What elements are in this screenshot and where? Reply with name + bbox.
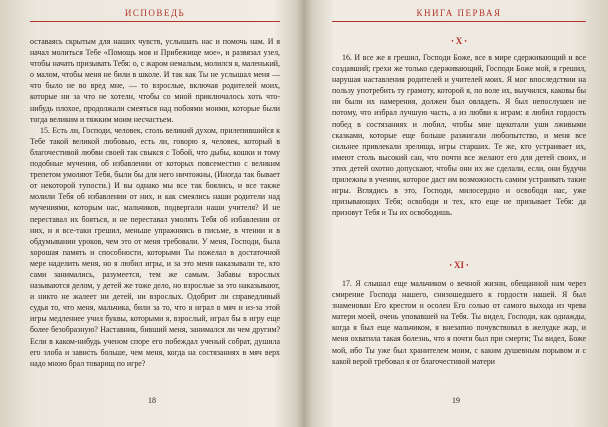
chapter-heading-xi: • XI • [449, 260, 469, 270]
book-gutter [296, 0, 312, 427]
chapter-heading-x: • X • [451, 36, 467, 46]
paragraph: 16. И все же я грешил, Господи Боже, все в мире сдерживающий и все создавший; грехи же только сдерживающий, Господи Боже мой, я грешил, нарушая наставления родителей и учителей моих. Я мог впоследствии на пользу употребить ту грамоту, которой я, по воле их, выучился, каковы бы ни были их намерения, должен был овладеть. Я был непослушен не потому, что избрал лучшую часть, а из любви к играм: я любил гордость побед в состязаниях и любил, чтобы мне щекотали уши лживыми сказками, которые еще больше разжигали любопытство, и меня все сильнее привлекали зрелища, игры старших. Те же, кто устраивает их, имеют столь высокий сан, что почти все желают его для детей своих, и этих детей охотно допускают, чтобы они их же сделали, если, они будучи прилежны в учении, которое даст им возможность самим устраивать такие игры. Вглядись в это, Господи, милосердно и освободи нас, уже призывающих Тебя; освободи и тех, кто еще не призывает Тебя: да призовут Тебя и Ты их освободишь. [332, 53, 586, 218]
running-head-left: ИСПОВЕДЬ [30, 8, 280, 22]
chapter-numeral-x: X [455, 36, 463, 46]
right-page [316, 0, 596, 427]
section-x-text [332, 52, 586, 218]
chapter-numeral-xi: XI [453, 260, 464, 270]
section-xi-text [332, 278, 586, 367]
left-page [14, 0, 290, 427]
paragraph: 17. Я слышал еще мальчиком о вечной жизни, обещанной нам через смирение Господа нашего, снизошедшего к гордости нашей. Я был знаменован Его крестом и осолен Его солью от самого выхода из чрева матери моей, очень уповавшей на Тебя. Ты видел, Господи, как однажды, когда я был еще мальчиком, я внезапно почувствовал в желудке жар, и меня охватила такая болезнь, что я почти был при смерти; Ты видел, Боже мой, ибо Ты уже был хранителем моим, с каким душевным порывом и с какой верой требовал я от благочестивой матери [332, 279, 586, 366]
left-page-text [30, 36, 280, 369]
page-number-right: 19 [452, 396, 460, 405]
page-number-left: 18 [148, 396, 156, 405]
paragraph: 15. Есть ли, Господи, человек, столь великий духом, прилепившийся к Тебе такой великой любовью, есть ли, говорю я, человек, который в благочестивой любви своей так свыкся с Тобой, что дыбы, кошки и тому подобные мучения, об избавлении от которых повсеместно с великим трепетом умоляют Тебя, были бы для него ничтожны, (Иногда так бывает от некоторой тупости.) И вы однако мы все так боялись, и все также молили Тебя об избавлении от них, и как смеялись наши родители над мучениями, которым нас, мальчиков, подвергали наши учителя? И не переставал их бояться, и не переставал умолять Тебя об избавлении от них, и я все-таки грешил, меньше упражняясь в письме, в чтении и в обдумывании уроков, чем это от меня требовали. У меня, Господи, была хорошая память и способности, которыми Ты пожелал в достаточной мере наделить меня, но я любил игры, и за это меня наказывали те, кто сами занимались, разумеется, тем же самым. Забавы взрослых называются делом, у детей же тоже дело, но взрослые за это наказывают, и никто не жалеет ни детей, ни взрослых. Одобрит ли справедливый судья то, что меня, мальчика, били за то, что я играл в мяч и из-за этой игры медленнее учил буквы, которыми я, взрослый, играл бы в игру еще более безобразную? Наставник, бивший меня, занимался ли чем другим? Если в каком-нибудь ученом споре его побеждал ученый собрат, душила его злоба и зависть больше, чем меня, когда на состязаниях в мяч верх надо мною брал товарищ по игре? [30, 125, 280, 368]
paragraph: оставаясь скрытым для наших чувств, услышать нас и помочь нам. И я начал молиться Тебе «Помощь моя и Прибежище мое», и развязал узел, чтобы начать призывать Тебя: о, с жаром немалым, молился я, маленький, о малом, чтобы меня не били в школе. И так как Ты не услышал меня — что было не во вред мне, — то взрослые, включая родителей моих, которые ни за что не хотели, чтобы со мной приключалось хоть что-нибудь плохое, продолжали смеяться над побоями моими, которые были тогда великим и тяжким моим несчастьем. [30, 37, 280, 124]
running-head-right: КНИГА ПЕРВАЯ [332, 8, 586, 22]
